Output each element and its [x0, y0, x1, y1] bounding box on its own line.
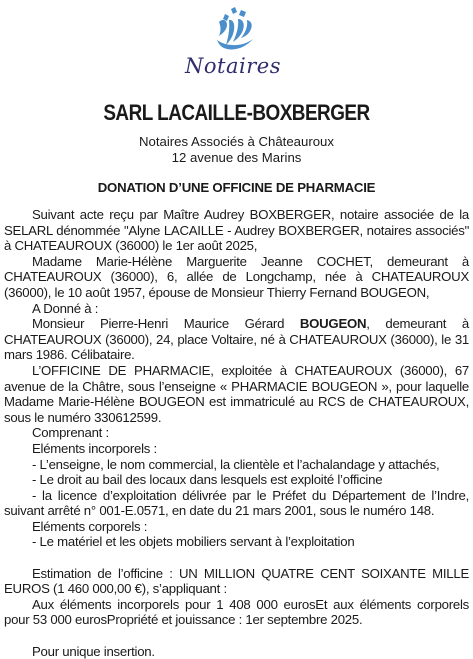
paragraph-donee	[4, 316, 469, 363]
donee-name-prefix: Monsieur Pierre-Henri Maurice Gérard	[32, 316, 300, 332]
office-subtitle: Notaires Associés à Châteauroux	[139, 134, 334, 149]
paragraph-act: Suivant acte reçu par Maître Audrey BOXBERGER, notaire associée de la SELARL dénommée "Alyne LACAILLE - Audrey BOXBERGER, notaires associés" à CHATEAUROUX (36000) le 1er août 2025,	[4, 207, 469, 254]
notaires-logo	[183, 4, 283, 84]
paragraph-donated-to: A Donné à :	[32, 300, 99, 316]
list-item-signage: - L’enseigne, le nom commercial, la clientèle et l’achalandage y attachés,	[32, 456, 440, 472]
donee-details: , demeurant à CHATEAUROUX (36000), 24, place Voltaire, né à CHATEAUROUX (36000), le 31 mars 1986. Célibataire.	[4, 316, 469, 363]
paragraph-donor: Madame Marie-Hélène Marguerite Jeanne COCHET, demeurant à CHATEAUROUX (36000), 6, allée de Longchamp, née à CHATEAUROUX (36000), le 10 août 1957, épouse de Monsieur Thierry Fernand BOUGEON,	[4, 253, 469, 300]
paragraph-single-insertion: Pour unique insertion.	[32, 643, 155, 659]
notaires-emblem-icon	[205, 6, 265, 54]
paragraph-intangible-heading: Eléments incorporels :	[32, 440, 157, 456]
list-item-lease: - Le droit au bail des locaux dans lesquels est exploité l’officine	[32, 472, 383, 488]
office-title: SARL LACAILLE-BOXBERGER	[103, 100, 370, 125]
notice-heading: DONATION D’UNE OFFICINE DE PHARMACIE	[97, 180, 376, 195]
donee-surname: BOUGEON	[299, 316, 367, 332]
notice-body	[4, 207, 469, 659]
logo-wordmark: Notaires	[185, 54, 281, 78]
paragraph-tangible-heading: Eléments corporels :	[32, 518, 148, 534]
paragraph-estimate: Estimation de l’officine : UN MILLION QUATRE CENT SOIXANTE MILLE EUROS (1 460 000,00 €), s’appliquant :	[4, 565, 469, 597]
paragraph-comprising: Comprenant :	[32, 425, 109, 441]
paragraph-allocation: Aux éléments incorporels pour 1 408 000 eurosEt aux éléments corporels pour 53 000 eurosPropriété et jouissance : 1er septembre 2025.	[4, 596, 469, 628]
office-address: 12 avenue des Marins	[171, 150, 302, 165]
paragraph-pharmacy: L’OFFICINE DE PHARMACIE, exploitée à CHATEAUROUX (36000), 67 avenue de la Châtre, sous l’enseigne « PHARMACIE BOUGEON », pour laquelle Madame Marie-Hélène BOUGEON est immatriculé au RCS de CHATEAUROUX, sous le numéro 330612599.	[4, 362, 469, 425]
list-item-equipment: - Le matériel et les objets mobiliers servant à l’exploitation	[32, 534, 355, 550]
list-item-licence: - la licence d’exploitation délivrée par le Préfet du Département de l’Indre, suivant arrêté n° 001-E.0571, en date du 21 mars 2001, sous le numéro 148.	[4, 487, 469, 519]
